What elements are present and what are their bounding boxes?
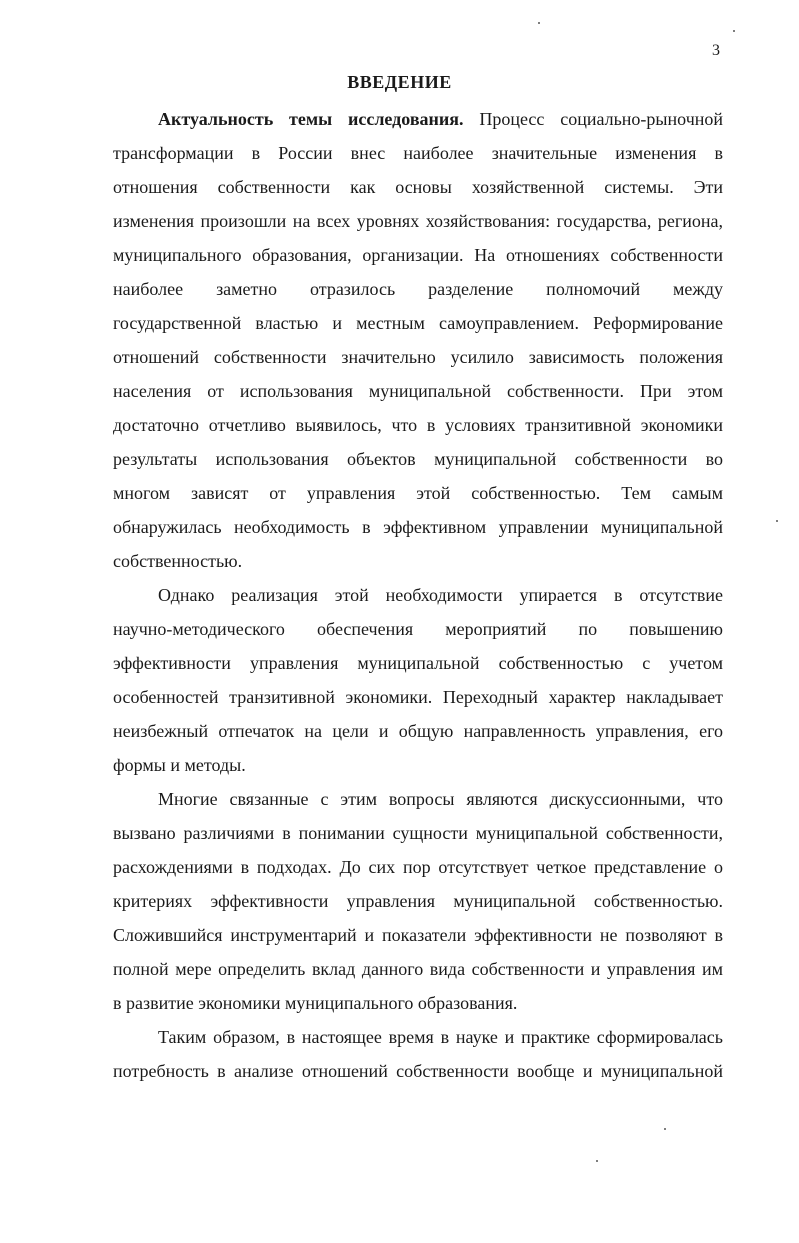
text-line: Многие связанные с этим вопросы являются дискуссионными, что	[158, 789, 723, 809]
text-line: результаты использования объектов муниципальной собственности во	[113, 449, 723, 469]
text-line: Сложившийся инструментарий и показатели эффективности не позволяют в	[113, 925, 723, 945]
text-line: полной мере определить вклад данного вида собственности и управления им	[113, 959, 723, 979]
scan-speck	[596, 1160, 598, 1162]
text-line: особенностей транзитивной экономики. Переходный характер накладывает	[113, 687, 723, 707]
text-line: обнаружилась необходимость в эффективном управлении муниципальной	[113, 517, 723, 537]
text-line: наиболее заметно отразилось разделение полномочий между	[113, 279, 723, 299]
text-line: Таким образом, в настоящее время в науке и практике сформировалась	[158, 1027, 723, 1047]
text-line: научно-методического обеспечения мероприятий по повышению	[113, 619, 723, 639]
page-title: ВВЕДЕНИЕ	[347, 72, 452, 92]
scan-speck	[733, 30, 735, 32]
text-line: вызвано различиями в понимании сущности муниципальной собственности,	[113, 823, 723, 843]
text-line: достаточно отчетливо выявилось, что в условиях транзитивной экономики	[113, 415, 723, 435]
page-number: 3	[712, 42, 720, 59]
text-line: в развитие экономики муниципального образования.	[113, 993, 518, 1013]
text-line: формы и методы.	[113, 755, 246, 775]
text-line: населения от использования муниципальной собственности. При этом	[113, 381, 723, 401]
scan-speck	[538, 22, 540, 24]
text-line: Однако реализация этой необходимости упирается в отсутствие	[158, 585, 723, 605]
document-body	[113, 102, 723, 1088]
text-line	[113, 102, 723, 136]
text-line: неизбежный отпечаток на цели и общую направленность управления, его	[113, 721, 723, 741]
text-fragment: Процесс социально-рыночной	[479, 109, 723, 129]
text-line: муниципального образования, организации. На отношениях собственности	[113, 245, 723, 265]
scan-speck	[776, 520, 778, 522]
text-line: потребность в анализе отношений собственности вообще и муниципальной	[113, 1061, 723, 1081]
text-line: государственной властью и местным самоуправлением. Реформирование	[113, 313, 723, 333]
text-line: изменения произошли на всех уровнях хозяйствования: государства, региона,	[113, 211, 723, 231]
text-line: эффективности управления муниципальной собственностью с учетом	[113, 653, 723, 673]
text-line: собственностью.	[113, 551, 243, 571]
scan-speck	[664, 1128, 666, 1130]
text-line: многом зависят от управления этой собственностью. Тем самым	[113, 483, 723, 503]
text-line: отношений собственности значительно усилило зависимость положения	[113, 347, 723, 367]
text-line: отношения собственности как основы хозяйственной системы. Эти	[113, 177, 723, 197]
text-line: расхождениями в подходах. До сих пор отсутствует четкое представление о	[113, 857, 723, 877]
lead-phrase: Актуальность темы исследования.	[158, 109, 464, 129]
text-line: критериях эффективности управления муниципальной собственностью.	[113, 891, 723, 911]
text-line: трансформации в России внес наиболее значительные изменения в	[113, 143, 723, 163]
